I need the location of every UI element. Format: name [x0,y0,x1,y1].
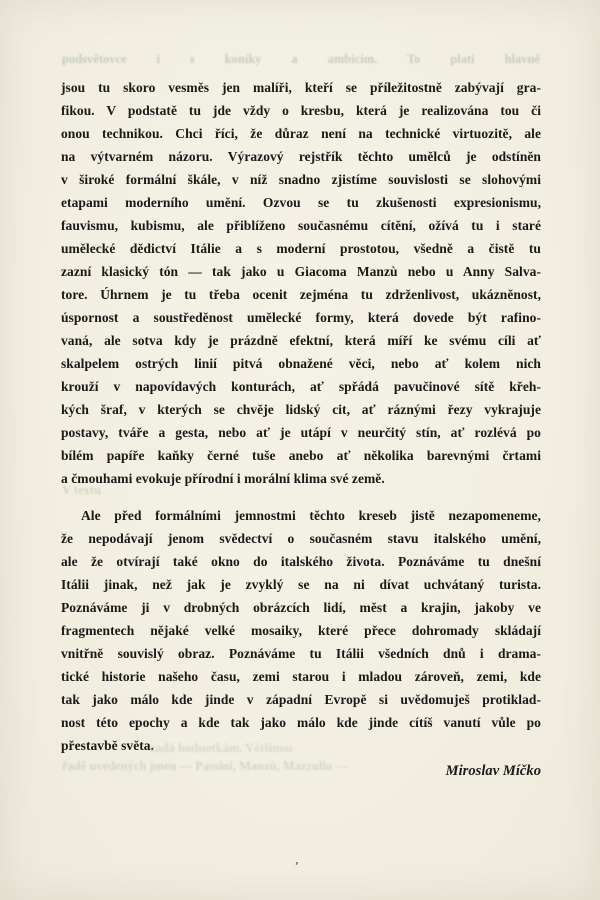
text-line: nost této epochy a kde tak jako málo kde jinde cítíš vanutí vůle po [61,715,541,730]
bleedthrough-text-bottom: řadě uvedených jmen — Passini, Manzù, Mazzullo — [62,759,348,773]
print-speck: ’ [295,860,299,872]
paragraph [61,504,541,757]
text-line: tické historie našeho času, zemi starou i mladou zároveň, zemi, kde [61,669,541,684]
text-line: ale že otvírají také okno do italského života. Poznáváme tu dnešní [61,554,541,569]
text-line: že nepodávají jenom svědectví o současném stavu italského umění, [61,531,541,546]
text-line: Itálii jinak, než jak je zvyklý se na ni dívat uchvátaný turista. [61,577,541,592]
bleedthrough-text-middle: V textu [62,483,102,497]
paragraph [61,76,541,490]
text-line: kých šraf, v kterých se chvěje lidský cit, ať ráznými řezy vykrajuje [61,402,541,417]
bleedthrough-text-bottom: zadá hodnotkám. Většinou [150,741,293,755]
text-line: v široké formální škále, v níž snadno zjistíme souvislosti se slohovými [61,172,541,187]
text-line: Ale před formálními jemnostmi těchto kreseb jistě nezapomeneme, [81,508,541,523]
text-line: fauvismu, kubismu, ale přiblíženo současnému cítění, ožívá tu i staré [61,218,541,233]
text-line: vnitřně souvislý obraz. Poznáváme tu Itálii všedních dnů i drama- [61,646,541,661]
text-line: zazní klasický tón — tak jako u Giacoma Manzù nebo u Anny Salva- [61,264,541,279]
text-line: onou technikou. Chci říci, že důraz není na technické virtuozitě, ale [61,126,541,141]
text-line: vaná, ale sotva kdy je prázdně efektní, která míří ke svému cíli ať [61,333,541,348]
text-line: bílém papíře kaňky černé tuše anebo ať několika barevnými črtami [61,448,541,463]
text-line: a čmouhami evokuje přírodní i morální klima své země. [61,471,385,486]
text-line: fragmentech nějaké velké mosaiky, které přece dohromady skládají [61,623,541,638]
text-line: krouží v napovídavých konturách, ať spřádá pavučinové sítě křeh- [61,379,541,394]
text-line: postavy, tváře a gesta, nebo ať je utápí v neurčitý stín, ať rozlévá po [61,425,541,440]
text-line: umělecké dědictví Itálie a s moderní prostotou, všedně a čistě tu [61,241,541,256]
text-line: skalpelem ostrých linií pitvá obnažené věci, nebo ať kolem nich [61,356,541,371]
text-line: na výtvarném názoru. Výrazový rejstřík těchto umělců je odstíněn [61,149,541,164]
text-line: jsou tu skoro vesměs jen malíři, kteří se příležitostně zabývají gra- [61,80,541,95]
text-line: tore. Úhrnem je tu třeba ocenit zejména tu zdrženlivost, ukázněnost, [61,287,541,302]
bleedthrough-text-top: podsvětovce i s koníky a ambicím. To platí hlavně [62,52,540,66]
text-line: fikou. V podstatě tu jde vždy o kresbu, která je realizována tou či [61,103,541,118]
author-signature: Miroslav Míčko [445,763,541,779]
text-line: tak jako málo kde jinde v západní Evropě si uvědomuješ protiklad- [61,692,541,707]
text-column [61,76,541,783]
text-line: přestavbě světa. [61,738,155,753]
text-line: úspornost a soustředěnost umělecké formy, která dovede být rafino- [61,310,541,325]
text-line: Poznáváme ji v drobných obrázcích lidí, měst a krajin, jakoby ve [61,600,541,615]
text-line: etapami moderního umění. Ozvou se tu zkušenosti expresionismu, [61,195,541,210]
